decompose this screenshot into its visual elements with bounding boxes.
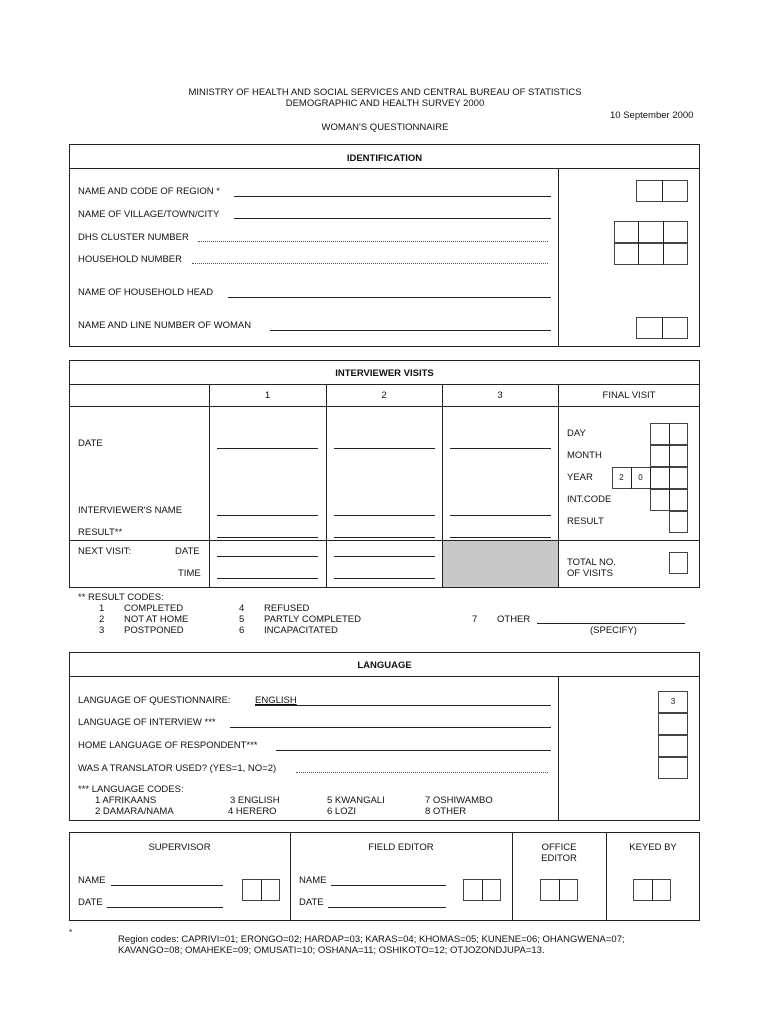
home-language-field[interactable] (276, 750, 551, 751)
total-visits-box[interactable] (669, 552, 688, 574)
code-2-number: 2 (99, 614, 105, 625)
ministry-title: MINISTRY OF HEALTH AND SOCIAL SERVICES AND CENTRAL BUREAU OF STATISTICS (188, 87, 582, 98)
month-label: MONTH (567, 450, 602, 461)
household-code-box[interactable] (614, 243, 688, 265)
next-visit-2-date-field[interactable] (334, 556, 435, 557)
visit-1-heading: 1 (264, 390, 271, 401)
supervisor-date-field[interactable] (107, 907, 223, 908)
visit-3-heading: 3 (497, 390, 503, 401)
household-head-label: NAME OF HOUSEHOLD HEAD (78, 287, 214, 298)
form-date: 10 September 2000 (610, 110, 694, 121)
shaded-cell (443, 541, 558, 587)
visit-1-date-field[interactable] (217, 448, 318, 449)
field-editor-heading: FIELD EDITOR (368, 842, 434, 853)
code-4-label: REFUSED (264, 603, 310, 614)
code-5-number: 5 (239, 614, 245, 625)
next-visit-time-label: TIME (178, 568, 201, 579)
translator-field[interactable] (296, 772, 548, 773)
identification-heading: IDENTIFICATION (346, 153, 423, 164)
cluster-label: DHS CLUSTER NUMBER (78, 232, 189, 243)
code-7-label: OTHER (497, 614, 531, 625)
visit-date-label: DATE (78, 438, 103, 449)
lang-code-2: 2 DAMARA/NAMA (95, 806, 174, 817)
visit-3-date-field[interactable] (450, 448, 551, 449)
region-label: NAME AND CODE OF REGION * (78, 186, 220, 197)
day-label: DAY (567, 428, 586, 439)
visit-3-name-field[interactable] (450, 515, 551, 516)
home-language-box[interactable] (658, 735, 688, 757)
next-visit-date-label: DATE (175, 546, 200, 557)
survey-title: DEMOGRAPHIC AND HEALTH SURVEY 2000 (285, 98, 485, 109)
woman-label: NAME AND LINE NUMBER OF WOMAN (78, 320, 252, 331)
code-1-number: 1 (99, 603, 105, 614)
next-visit-1-date-field[interactable] (217, 556, 318, 557)
language-codes-heading: *** LANGUAGE CODES: (78, 784, 184, 795)
village-field[interactable] (234, 218, 551, 219)
code-3-number: 3 (99, 625, 105, 636)
final-result-box[interactable] (669, 511, 688, 533)
visit-2-name-field[interactable] (334, 515, 435, 516)
lang-code-7: 7 OSHIWAMBO (425, 795, 493, 806)
lang-code-3: 3 ENGLISH (230, 795, 280, 806)
interview-language-field[interactable] (230, 727, 551, 728)
office-editor-heading-1: OFFICE (541, 842, 577, 853)
editor-name-field[interactable] (331, 885, 446, 886)
code-3-label: POSTPONED (124, 625, 184, 636)
next-visit-label: NEXT VISIT: (78, 546, 132, 557)
total-visits-label-2: OF VISITS (567, 568, 613, 579)
year-digit-2: 0 (638, 473, 643, 482)
intcode-label: INT.CODE (567, 494, 612, 505)
region-codes-line-2: KAVANGO=08; OMAHEKE=09; OMUSATI=10; OSHANA=11; OSHIKOTO=12; OTJOZONDJUPA=13. (118, 945, 545, 956)
code-6-number: 6 (239, 625, 245, 636)
interview-language-label: LANGUAGE OF INTERVIEW *** (78, 717, 216, 728)
questionnaire-language-label: LANGUAGE OF QUESTIONNAIRE: (78, 695, 231, 706)
household-field[interactable] (192, 263, 548, 264)
interviewer-name-label: INTERVIEWER'S NAME (78, 505, 183, 516)
visit-1-result-field[interactable] (217, 537, 318, 538)
visit-3-result-field[interactable] (450, 537, 551, 538)
supervisor-date-label: DATE (78, 897, 103, 908)
code-1-label: COMPLETED (124, 603, 184, 614)
code-2-label: NOT AT HOME (124, 614, 189, 625)
supervisor-heading: SUPERVISOR (148, 842, 211, 853)
final-visit-heading: FINAL VISIT (602, 390, 656, 401)
year-digit-1: 2 (619, 473, 624, 482)
region-codes-line-1: Region codes: CAPRIVI=01; ERONGO=02; HARDAP=03; KARAS=04; KHOMAS=05; KUNENE=06; OHANGWENA=07; (118, 934, 625, 945)
lang-code-1: 1 AFRIKAANS (95, 795, 157, 806)
footnote-star: * (69, 928, 73, 937)
village-label: NAME OF VILLAGE/TOWN/CITY (78, 209, 220, 220)
next-visit-1-time-field[interactable] (217, 578, 318, 579)
code-4-number: 4 (239, 603, 245, 614)
translator-label: WAS A TRANSLATOR USED? (YES=1, NO=2) (78, 763, 277, 774)
keyed-by-heading: KEYED BY (629, 842, 677, 853)
code-6-label: INCAPACITATED (264, 625, 338, 636)
visit-2-result-field[interactable] (334, 537, 435, 538)
visit-2-heading: 2 (381, 390, 387, 401)
translator-box[interactable] (658, 757, 688, 779)
cluster-code-box[interactable] (614, 221, 688, 243)
interview-language-box[interactable] (658, 713, 688, 735)
woman-field[interactable] (270, 330, 551, 331)
region-field[interactable] (234, 196, 551, 197)
office-editor-heading-2: EDITOR (541, 853, 577, 864)
final-result-label: RESULT (567, 516, 604, 527)
specify-label: (SPECIFY) (590, 625, 637, 636)
lang-code-5: 5 KWANGALI (327, 795, 385, 806)
supervisor-name-label: NAME (78, 875, 106, 886)
lang-code-6: 6 LOZI (327, 806, 357, 817)
next-visit-2-time-field[interactable] (334, 578, 435, 579)
code-5-label: PARTLY COMPLETED (264, 614, 361, 625)
lang-code-8: 8 OTHER (425, 806, 467, 817)
household-label: HOUSEHOLD NUMBER (78, 254, 182, 265)
other-specify-field[interactable] (537, 623, 685, 624)
total-visits-label-1: TOTAL NO. (567, 557, 616, 568)
result-label: RESULT** (78, 527, 123, 538)
visits-heading: INTERVIEWER VISITS (335, 368, 434, 379)
editor-date-label: DATE (299, 897, 324, 908)
code-7-number: 7 (472, 614, 478, 625)
editor-name-label: NAME (299, 875, 327, 886)
lang-code-4: 4 HERERO (228, 806, 277, 817)
result-codes-heading: ** RESULT CODES: (78, 592, 164, 603)
home-language-label: HOME LANGUAGE OF RESPONDENT*** (78, 740, 258, 751)
household-head-field[interactable] (228, 297, 551, 298)
supervisor-name-field[interactable] (111, 885, 223, 886)
language-heading: LANGUAGE (357, 660, 412, 671)
visit-2-date-field[interactable] (334, 448, 435, 449)
questionnaire-title: WOMAN'S QUESTIONNAIRE (321, 122, 449, 133)
cluster-field[interactable] (198, 241, 548, 242)
year-label: YEAR (567, 472, 593, 483)
questionnaire-language-value: ENGLISH (255, 695, 297, 706)
identification-section (69, 144, 700, 347)
editor-date-field[interactable] (328, 907, 446, 908)
visit-1-name-field[interactable] (217, 515, 318, 516)
questionnaire-language-code: 3 (670, 697, 676, 706)
